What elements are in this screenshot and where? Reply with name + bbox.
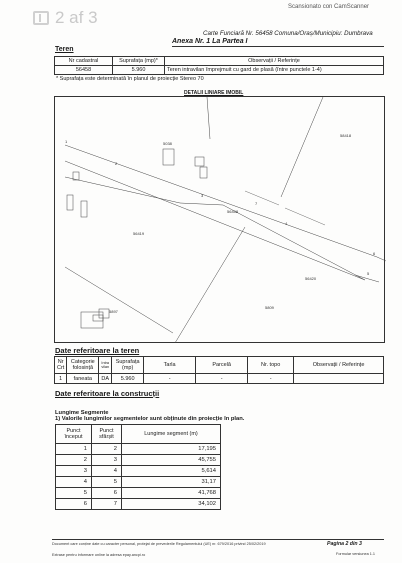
table-header-row [56, 425, 221, 444]
table-cell: 56458 [55, 66, 113, 75]
column-header: Nr Crt [55, 357, 67, 374]
table-row [56, 488, 221, 499]
table-cell: 17,195 [122, 444, 221, 455]
page-indicator[interactable] [33, 8, 98, 28]
table-cell: 1 [55, 374, 67, 384]
table-row [56, 477, 221, 488]
page-indicator-text: 2 af 3 [55, 8, 98, 27]
table-cell: 6 [92, 488, 122, 499]
plan-parcel-label: 5809 [265, 305, 274, 310]
table-header-row [55, 57, 384, 66]
plan-point-label: 3 [201, 193, 204, 198]
table-cell: 45,755 [122, 455, 221, 466]
plan-parcel-label: 58418 [340, 133, 352, 138]
constructii-heading: Date referitoare la construcții [55, 389, 160, 398]
table-cell: 5.960 [113, 66, 165, 75]
teren-details-heading: Date referitoare la teren [55, 346, 140, 355]
table-cell: - [248, 374, 294, 384]
anexa-title: Anexa Nr. 1 La Partea I [172, 38, 248, 45]
table-row [55, 66, 384, 75]
scanner-watermark: Scansionato con CamScanner [288, 4, 370, 10]
column-header: Observații / Referințe [165, 57, 384, 66]
teren-note: * Suprafața este determinată în planul de proiecție Stereo 70 [56, 76, 204, 82]
table-cell: 3 [56, 466, 92, 477]
plan-parcel-label: 56420 [305, 276, 317, 281]
table-cell: 6 [56, 499, 92, 510]
column-header: Lungime segment (m) [122, 425, 221, 444]
table-cell: 4 [92, 466, 122, 477]
column-header: Intra vilan [99, 357, 112, 374]
table-cell [294, 374, 384, 384]
table-header-row [55, 357, 384, 374]
teren-heading: Teren [55, 46, 74, 53]
form-version: Formular versiunea 1.1 [336, 552, 376, 556]
plan-drawing [55, 97, 386, 344]
plan-parcel-label: 56419 [133, 231, 145, 236]
plan-point-label: 5 [367, 271, 370, 276]
plan-parcel-label: 56458 [227, 209, 239, 214]
cadastral-plan [54, 96, 385, 343]
table-cell: 31,17 [122, 477, 221, 488]
column-header: Tarla [144, 357, 196, 374]
segmente-heading: Lungime Segmente [55, 410, 109, 416]
column-header: Suprafața (mp)* [113, 57, 165, 66]
table-row [55, 374, 384, 384]
table-row [56, 499, 221, 510]
table-cell: 7 [92, 499, 122, 510]
table-cell: Teren intravilan împrejmuit cu gard de plasă (între punctele 1-4) [165, 66, 384, 75]
table-row [56, 444, 221, 455]
segmente-subheading: 1) Valorile lungimilor segmentelor sunt obținute din proiecție în plan. [55, 416, 245, 422]
page-number: Pagina 2 din 3 [327, 541, 362, 547]
plan-point-label: 6 [373, 251, 376, 256]
page-grid-icon[interactable] [33, 11, 49, 25]
footer-link-text: Extrase pentru informare online la adresa epay.ancpi.ro [52, 553, 146, 557]
footer-rule [52, 539, 384, 540]
plan-parcel-label: 5897 [109, 309, 118, 314]
table-row [56, 455, 221, 466]
segmente-table [55, 424, 221, 510]
plan-parcel-label: 5038 [163, 141, 172, 146]
column-header: Nr. topo [248, 357, 294, 374]
table-cell: faneata [67, 374, 99, 384]
table-cell: 41,768 [122, 488, 221, 499]
footer-disclaimer: Document care conține date cu caracter personal, protejat de prevederile Regulamentului (UE) nr. 679/2016 privind 25/02/2019 [52, 542, 266, 546]
column-header: Observații / Referințe [294, 357, 384, 374]
plan-point-label: 2 [115, 161, 118, 166]
table-cell: 2 [56, 455, 92, 466]
table-cell: - [196, 374, 248, 384]
column-header: Suprafața (mp) [112, 357, 144, 374]
column-header: Punct început [56, 425, 92, 444]
column-header: Categorie folosință [67, 357, 99, 374]
carte-funciara-title: Carte Funciară Nr. 56458 Comuna/Oraș/Municipiu: Dumbrava [203, 30, 373, 37]
table-cell: - [144, 374, 196, 384]
table-cell: 5,614 [122, 466, 221, 477]
column-header: Parcelă [196, 357, 248, 374]
teren-table [54, 56, 384, 75]
plan-point-label: 4 [285, 221, 288, 226]
table-cell: 5 [92, 477, 122, 488]
plan-point-label: 7 [255, 201, 258, 206]
table-cell: 3 [92, 455, 122, 466]
teren-details-table [54, 356, 384, 384]
table-cell: 5 [56, 488, 92, 499]
column-header: Punct sfârșit [92, 425, 122, 444]
header-rule [172, 46, 384, 47]
table-cell: 2 [92, 444, 122, 455]
plan-title: DETALII LINIARE IMOBIL [184, 90, 244, 96]
column-header: Nr cadastral [55, 57, 113, 66]
plan-point-label: 1 [65, 139, 68, 144]
table-cell: 5.960 [112, 374, 144, 384]
table-row [56, 466, 221, 477]
table-cell: 34,102 [122, 499, 221, 510]
table-cell: 1 [56, 444, 92, 455]
table-cell: DA [99, 374, 112, 384]
table-cell: 4 [56, 477, 92, 488]
